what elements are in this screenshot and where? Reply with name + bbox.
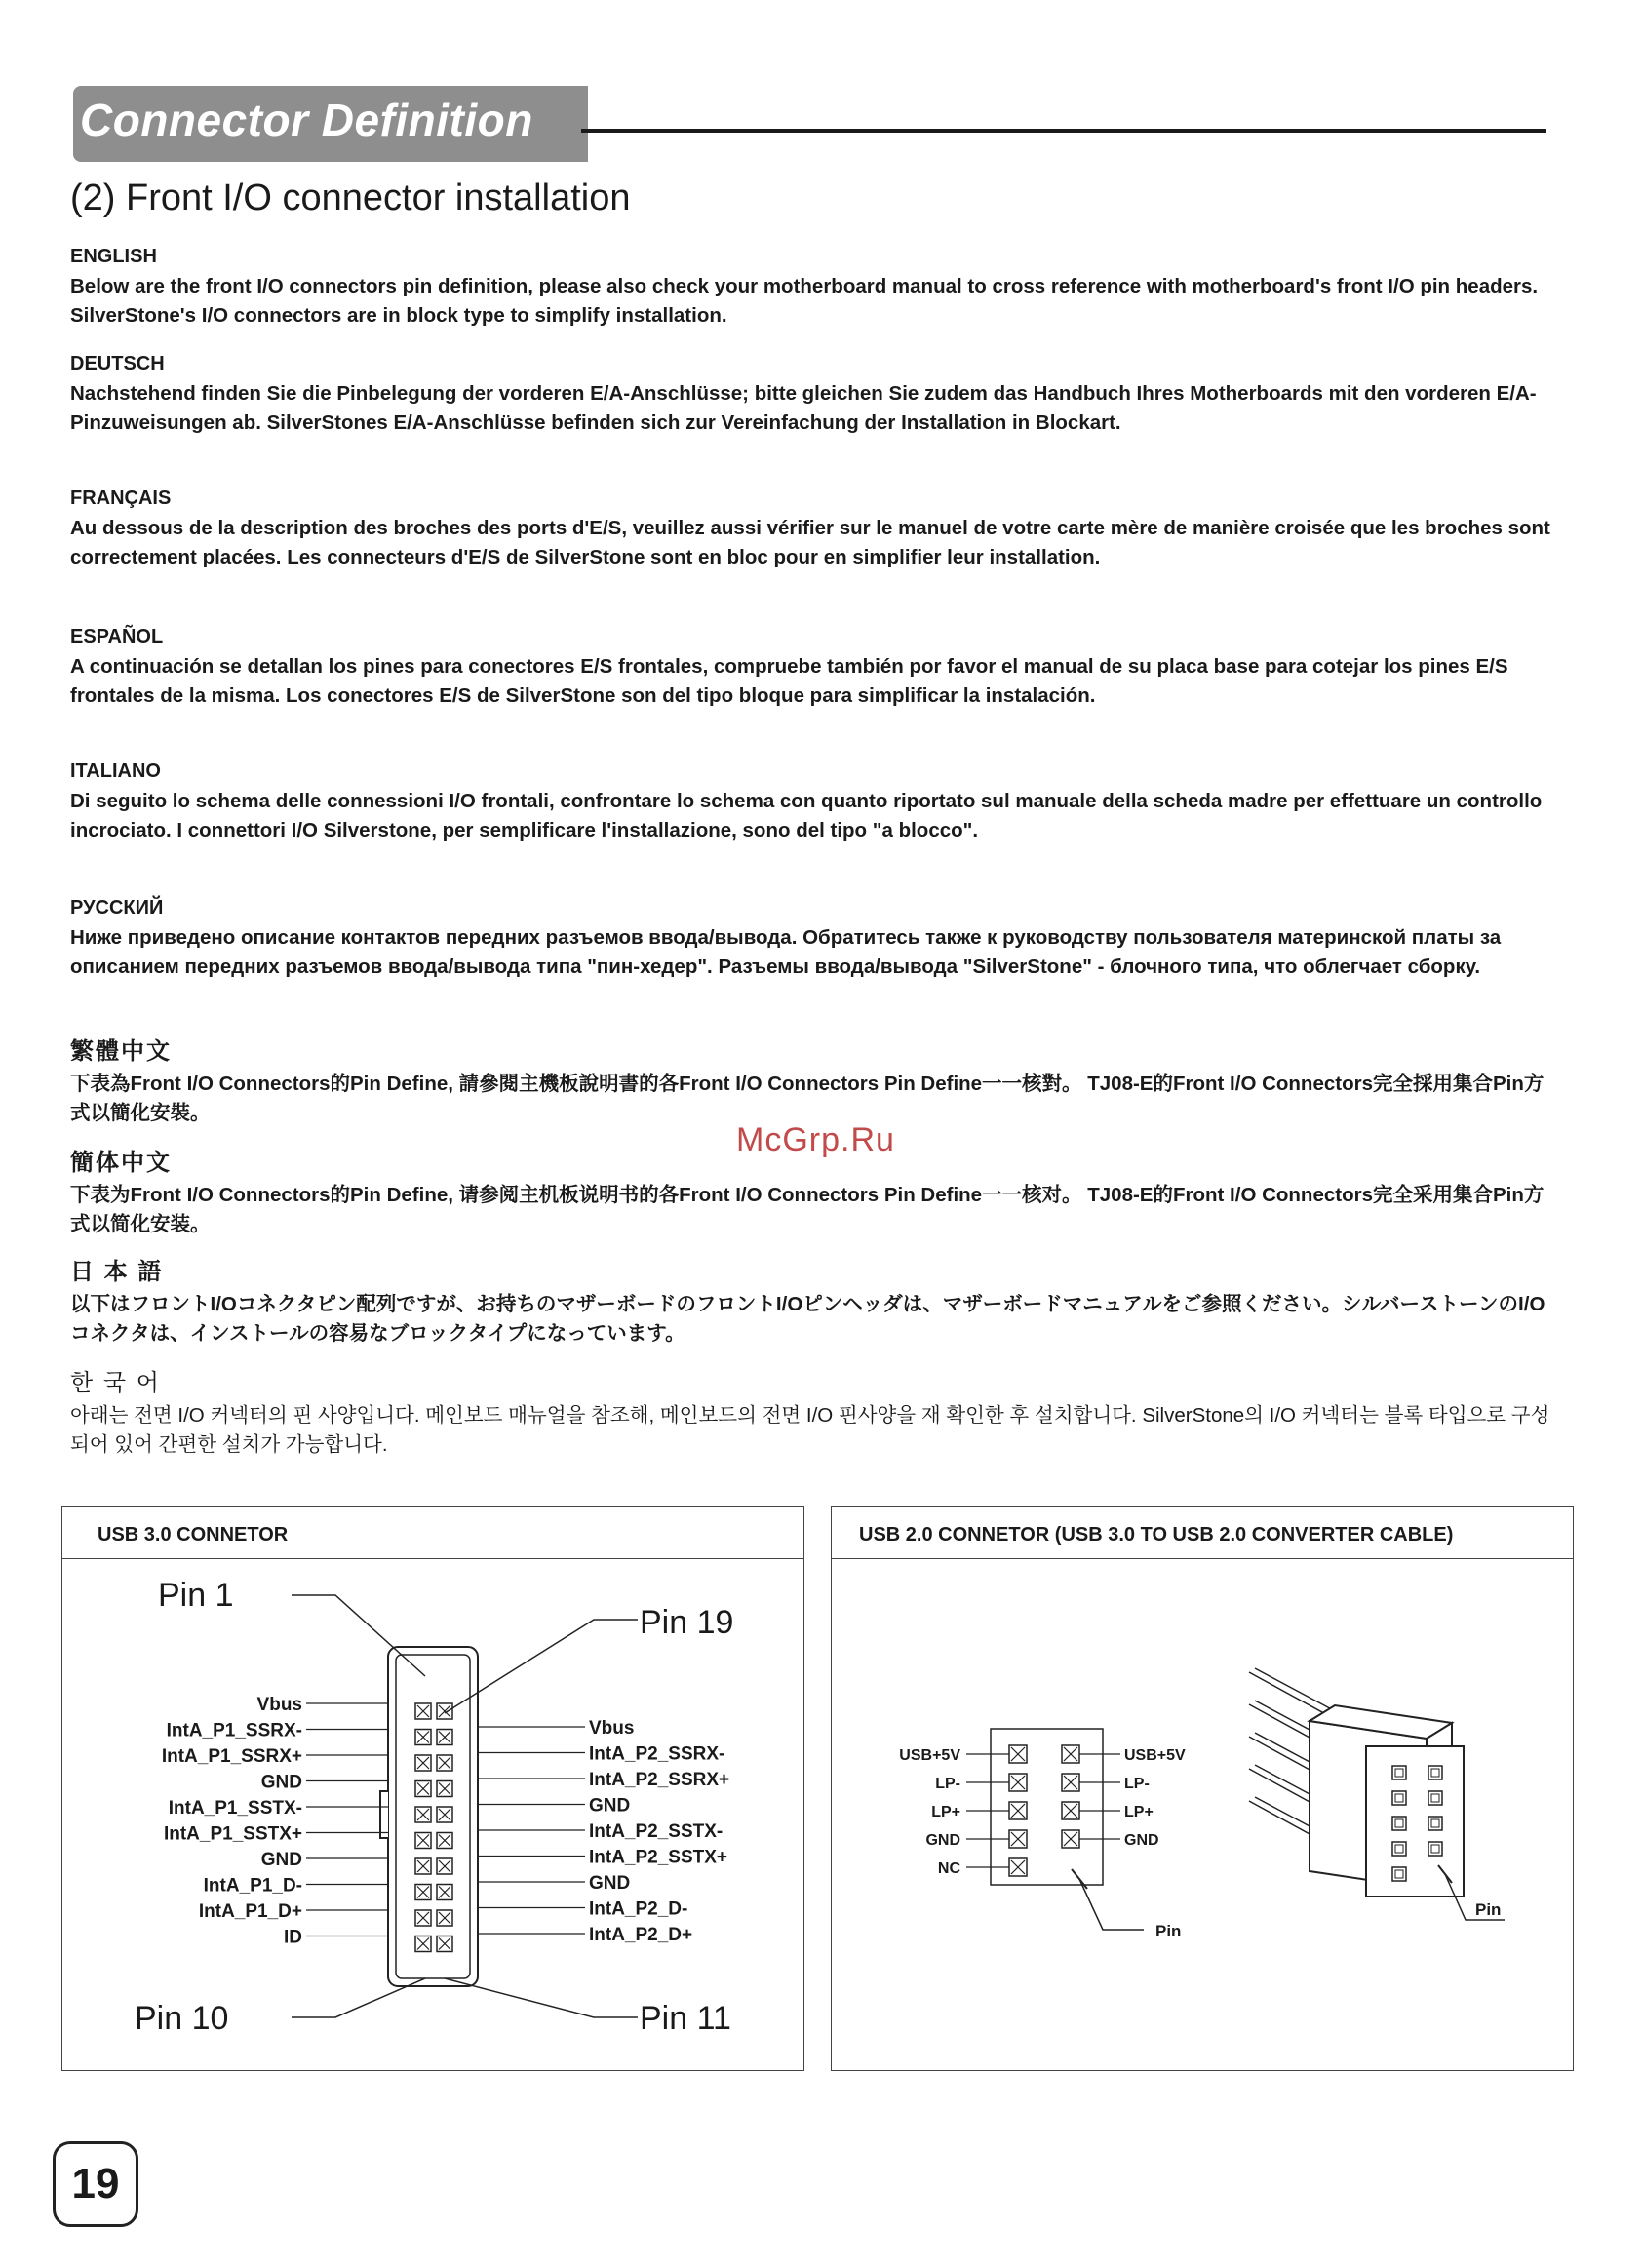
lang-label: 한 국 어 <box>70 1370 161 1396</box>
section-russian <box>70 897 1562 982</box>
usb2-block-pin <box>1428 1817 1442 1830</box>
usb3-left-pin-label: IntA_P1_SSRX+ <box>161 1746 302 1767</box>
usb3-panel-title: USB 3.0 CONNETOR <box>62 1507 803 1559</box>
section-korean <box>70 1363 1562 1460</box>
usb3-left-pin-label: IntA_P1_SSTX- <box>168 1798 302 1818</box>
section-subtitle: (2) Front I/O connector installation <box>70 177 631 218</box>
usb3-left-pin-label: GND <box>260 1850 302 1870</box>
usb2-block-pin <box>1392 1817 1406 1830</box>
usb2-left-pin-label: LP- <box>935 1776 960 1792</box>
pin10-label: Pin 10 <box>135 2000 229 2037</box>
usb3-right-pin-label: IntA_P2_SSTX+ <box>589 1847 728 1868</box>
page-number: 19 <box>53 2141 138 2227</box>
usb2-block-pin <box>1392 1842 1406 1856</box>
usb3-right-pin-label: IntA_P2_D- <box>589 1898 688 1920</box>
usb3-left-pin-label: IntA_P1_SSTX+ <box>163 1823 302 1845</box>
pin1-label: Pin 1 <box>158 1577 234 1614</box>
usb2-right-pin-label: LP- <box>1124 1776 1150 1792</box>
lang-label: 簡体中文 <box>70 1150 172 1176</box>
usb3-right-pin-label: GND <box>589 1873 631 1894</box>
usb3-left-pin-label: IntA_P1_D- <box>203 1875 302 1897</box>
lang-label: ENGLISH <box>70 246 157 267</box>
usb3-left-pin-label: ID <box>284 1927 302 1948</box>
usb2-left-pin-label: GND <box>925 1832 960 1849</box>
lang-paragraph: Ниже приведено описание контактов передних разъемов ввода/вывода. Обратитесь также к руководству пользователя материнской платы за описанием передних разъемов ввода/вывода типа "пин-хедер". Разъемы ввода/вывода "SilverStone" - блочного типа, что облегчает сборку. <box>70 926 1502 978</box>
lang-paragraph: Nachstehend finden Sie die Pinbelegung der vorderen E/A-Anschlüsse; bitte gleichen Sie zudem das Handbuch Ihres Motherboards mit den vorderen E/A-Pinzuweisungen ab. SilverStones E/A-Anschlüsse befinden sich zur Vereinfachung der Installation in Blockart. <box>70 382 1537 434</box>
section-japanese <box>70 1252 1562 1349</box>
section-english <box>70 246 1562 331</box>
usb3-left-pin-label: IntA_P1_SSRX- <box>166 1720 302 1741</box>
lang-paragraph: 아래는 전면 I/O 커넥터의 핀 사양입니다. 메인보드 매뉴얼을 참조해, 메인보드의 전면 I/O 핀사양을 재 확인한 후 설치합니다. SilverStone의 I/O 커넥터는 블록 타입으로 구성되어 있어 간편한 설치가 가능합니다. <box>70 1404 1550 1456</box>
usb3-right-pin-label: IntA_P2_D+ <box>589 1925 693 1945</box>
usb2-3d-connector <box>1249 1668 1505 1920</box>
usb2-panel <box>831 1506 1574 2071</box>
usb3-left-labels <box>162 1695 389 1948</box>
lang-paragraph: Au dessous de la description des broches des ports d'E/S, veuillez aussi vérifier sur le manuel de votre carte mère de manière croisée que les broches sont correctement placées. Les connecteurs d'E/S de SilverStone sont en bloc pour en simplifier leur installation. <box>70 517 1550 568</box>
usb2-block-pin <box>1392 1766 1406 1779</box>
section-espanol <box>70 626 1562 711</box>
usb3-panel <box>61 1506 804 2071</box>
pin11-label: Pin 11 <box>640 2000 731 2037</box>
lang-paragraph: A continuación se detallan los pines para conectores E/S frontales, compruebe también por favor el manual de su placa base para cotejar los pines E/S frontales de la misma. Los conectores E/S de SilverStone son del tipo bloque para simplificar la instalación. <box>70 655 1508 707</box>
lang-label: 日 本 語 <box>70 1259 164 1285</box>
usb2-right-pin-label: GND <box>1124 1832 1159 1849</box>
usb3-right-pin-label: Vbus <box>589 1718 635 1739</box>
usb2-connector-diagram <box>832 1559 1573 2070</box>
usb2-block-pin <box>1392 1867 1406 1881</box>
usb3-left-pin-label: Vbus <box>256 1695 302 1715</box>
lang-label: 繁體中文 <box>70 1038 172 1065</box>
usb2-block-pin <box>1392 1791 1406 1805</box>
usb3-housing <box>388 1647 478 1986</box>
usb2-block-front <box>1366 1746 1464 1897</box>
usb2-right-pin-label: USB+5V <box>1124 1747 1186 1764</box>
lang-label: ITALIANO <box>70 761 161 782</box>
lang-label: РУССКИЙ <box>70 897 164 919</box>
lang-paragraph: 下表為Front I/O Connectors的Pin Define, 請參閱主機板說明書的各Front I/O Connectors Pin Define一一核對。 TJ08-E的Front I/O Connectors完全採用集合Pin方式以簡化安裝。 <box>70 1073 1545 1124</box>
usb2-left-pin-label: NC <box>937 1860 960 1877</box>
lang-paragraph: Di seguito lo schema delle connessioni I/O frontali, confrontare lo schema con quanto riportato sul manuale della scheda madre per effettuare un controllo incrociato. I connettori I/O Silverstone, per semplificare l'installazione, sono del tipo "a blocco". <box>70 790 1543 841</box>
lang-label: FRANÇAIS <box>70 488 172 509</box>
usb2-pin-label: Pin <box>1155 1922 1182 1940</box>
usb3-right-pin-label: GND <box>589 1795 631 1817</box>
usb3-right-pin-label: IntA_P2_SSRX+ <box>589 1770 730 1790</box>
pin19-label: Pin 19 <box>640 1604 734 1641</box>
section-italiano <box>70 761 1562 845</box>
lang-paragraph: 下表为Front I/O Connectors的Pin Define, 请参阅主机板说明书的各Front I/O Connectors Pin Define一一核对。 TJ08-E的Front I/O Connectors完全采用集合Pin方式以简化安装。 <box>70 1184 1545 1235</box>
usb2-block-pin-label: Pin <box>1475 1900 1502 1919</box>
usb2-left-pin-label: LP+ <box>931 1804 960 1820</box>
usb3-left-pin-label: IntA_P1_D+ <box>198 1901 302 1922</box>
usb2-panel-title: USB 2.0 CONNETOR (USB 3.0 TO USB 2.0 CONVERTER CABLE) <box>832 1507 1573 1559</box>
section-francais <box>70 488 1562 572</box>
usb2-header-body <box>991 1729 1103 1885</box>
lang-label: DEUTSCH <box>70 353 165 374</box>
lang-paragraph: Below are the front I/O connectors pin definition, please also check your motherboard manual to cross reference with motherboard's front I/O pin headers. SilverStone's I/O connectors are in block type to simplify installation. <box>70 275 1539 327</box>
usb3-connector-diagram <box>62 1559 803 2070</box>
watermark: McGrp.Ru <box>736 1121 895 1158</box>
lang-paragraph: 以下はフロントI/Oコネクタピン配列ですが、お持ちのマザーボードのフロントI/Oピンヘッダは、マザーボードマニュアルをご参照ください。シルバーストーンのI/Oコネクタは、インストールの容易なブロックタイプになっています。 <box>70 1293 1545 1345</box>
usb2-block-pin <box>1428 1842 1442 1856</box>
section-traditional-chinese <box>70 1032 1562 1128</box>
usb3-right-labels <box>477 1718 729 1945</box>
usb2-right-pin-label: LP+ <box>1124 1804 1154 1820</box>
lang-label: ESPAÑOL <box>70 626 164 647</box>
header-rule <box>581 129 1546 133</box>
usb3-key-notch <box>380 1791 388 1838</box>
usb3-right-pin-label: IntA_P2_SSRX- <box>589 1743 725 1765</box>
usb3-left-pin-label: GND <box>260 1772 302 1793</box>
usb3-right-pin-label: IntA_P2_SSTX- <box>589 1821 724 1842</box>
page-title: Connector Definition <box>80 95 533 145</box>
usb2-left-pin-label: USB+5V <box>899 1747 960 1764</box>
section-deutsch <box>70 353 1562 438</box>
usb2-block-pin <box>1428 1791 1442 1805</box>
usb2-block-pin <box>1428 1766 1442 1779</box>
usb2-pin-callout <box>1079 1879 1144 1930</box>
